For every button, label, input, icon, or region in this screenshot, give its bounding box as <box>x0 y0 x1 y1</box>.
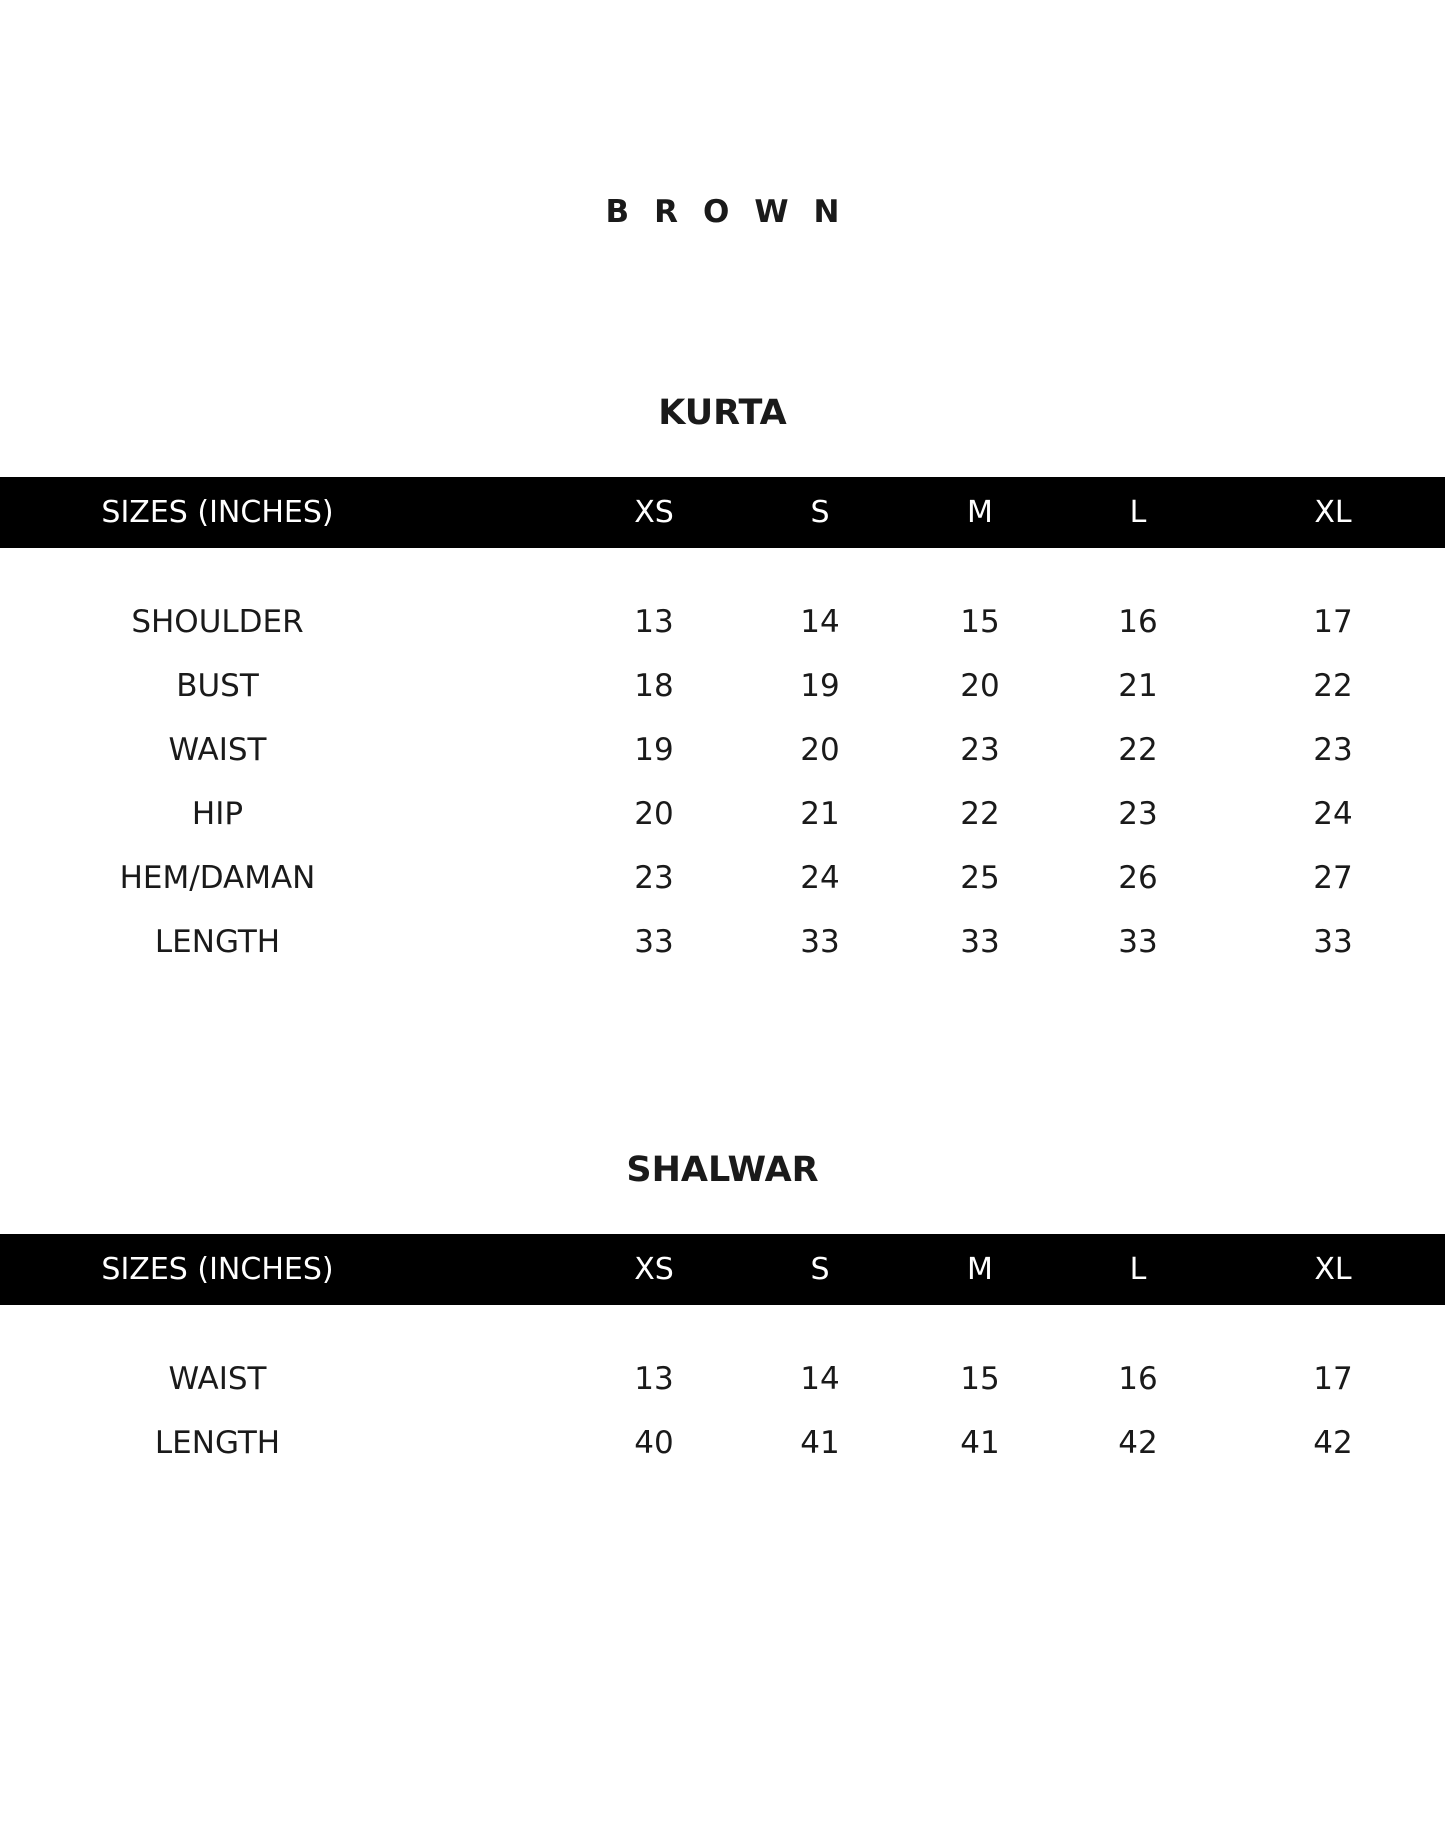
table-cell: 41 <box>960 1425 1000 1461</box>
kurta-header-row <box>0 477 1445 548</box>
shalwar-section-title: SHALWAR <box>626 1150 819 1190</box>
table-cell: 22 <box>960 796 1000 832</box>
table-cell: 33 <box>1313 924 1353 960</box>
table-row <box>0 1411 1445 1475</box>
table-cell: 20 <box>634 796 674 832</box>
brand-title: BROWN <box>605 194 865 230</box>
row-label <box>0 846 573 910</box>
table-cell: 26 <box>1118 860 1158 896</box>
table-cell: 23 <box>1313 732 1353 768</box>
row-label <box>0 718 573 782</box>
table-cell: 40 <box>634 1425 674 1461</box>
table-cell: 19 <box>634 732 674 768</box>
table-cell: 22 <box>1313 668 1353 704</box>
table-cell: 20 <box>960 668 1000 704</box>
shalwar-size-table <box>0 1234 1445 1475</box>
table-cell: 16 <box>1118 604 1158 640</box>
table-cell: 20 <box>800 732 840 768</box>
table-cell: 42 <box>1313 1425 1353 1461</box>
table-cell: 13 <box>634 1361 674 1397</box>
table-cell: 15 <box>960 604 1000 640</box>
row-label <box>0 1347 573 1411</box>
table-cell: 14 <box>800 604 840 640</box>
table-row <box>0 654 1445 718</box>
shalwar-header-size-s: S <box>810 1252 830 1287</box>
kurta-header-size-xl: XL <box>1314 495 1352 530</box>
table-cell: 16 <box>1118 1361 1158 1397</box>
table-cell: 25 <box>960 860 1000 896</box>
shalwar-header-label-text: SIZES (INCHES) <box>101 1252 334 1287</box>
row-label-text: SHOULDER <box>131 604 304 640</box>
table-cell: 22 <box>1118 732 1158 768</box>
table-cell: 33 <box>634 924 674 960</box>
table-cell: 13 <box>634 604 674 640</box>
kurta-section-title: KURTA <box>658 393 787 433</box>
table-spacer <box>0 1305 1445 1347</box>
row-label-text: LENGTH <box>154 1425 281 1461</box>
kurta-header-size-xs: XS <box>634 495 674 530</box>
table-spacer <box>0 548 1445 590</box>
table-cell: 15 <box>960 1361 1000 1397</box>
table-cell: 24 <box>800 860 840 896</box>
kurta-header-label <box>0 477 573 548</box>
shalwar-header-row <box>0 1234 1445 1305</box>
table-cell: 24 <box>1313 796 1353 832</box>
table-cell: 17 <box>1313 1361 1353 1397</box>
row-label-text: BUST <box>176 668 259 704</box>
row-label-text: HEM/DAMAN <box>119 860 316 896</box>
shalwar-header-label <box>0 1234 573 1305</box>
shalwar-header-size-xs: XS <box>634 1252 674 1287</box>
kurta-header-label-text: SIZES (INCHES) <box>101 495 334 530</box>
row-label <box>0 1411 573 1475</box>
row-label <box>0 654 573 718</box>
kurta-size-table <box>0 477 1445 974</box>
row-label-text: HIP <box>191 796 244 832</box>
row-label-text: WAIST <box>168 1361 267 1397</box>
table-row <box>0 590 1445 654</box>
table-cell: 33 <box>1118 924 1158 960</box>
row-label-text: WAIST <box>168 732 267 768</box>
row-label <box>0 782 573 846</box>
table-row <box>0 846 1445 910</box>
table-row <box>0 910 1445 974</box>
table-cell: 27 <box>1313 860 1353 896</box>
table-row <box>0 782 1445 846</box>
table-row <box>0 718 1445 782</box>
table-cell: 21 <box>1118 668 1158 704</box>
table-cell: 23 <box>960 732 1000 768</box>
row-label <box>0 590 573 654</box>
table-cell: 33 <box>800 924 840 960</box>
kurta-header-size-l: L <box>1129 495 1147 530</box>
kurta-header-size-m: M <box>967 495 993 530</box>
table-cell: 18 <box>634 668 674 704</box>
table-cell: 17 <box>1313 604 1353 640</box>
kurta-header-size-s: S <box>810 495 830 530</box>
table-cell: 42 <box>1118 1425 1158 1461</box>
table-cell: 21 <box>800 796 840 832</box>
table-cell: 23 <box>634 860 674 896</box>
table-row <box>0 1347 1445 1411</box>
table-cell: 19 <box>800 668 840 704</box>
shalwar-header-size-xl: XL <box>1314 1252 1352 1287</box>
shalwar-header-size-m: M <box>967 1252 993 1287</box>
table-cell: 23 <box>1118 796 1158 832</box>
row-label <box>0 910 573 974</box>
table-cell: 41 <box>800 1425 840 1461</box>
table-cell: 14 <box>800 1361 840 1397</box>
row-label-text: LENGTH <box>154 924 281 960</box>
shalwar-header-size-l: L <box>1129 1252 1147 1287</box>
table-cell: 33 <box>960 924 1000 960</box>
